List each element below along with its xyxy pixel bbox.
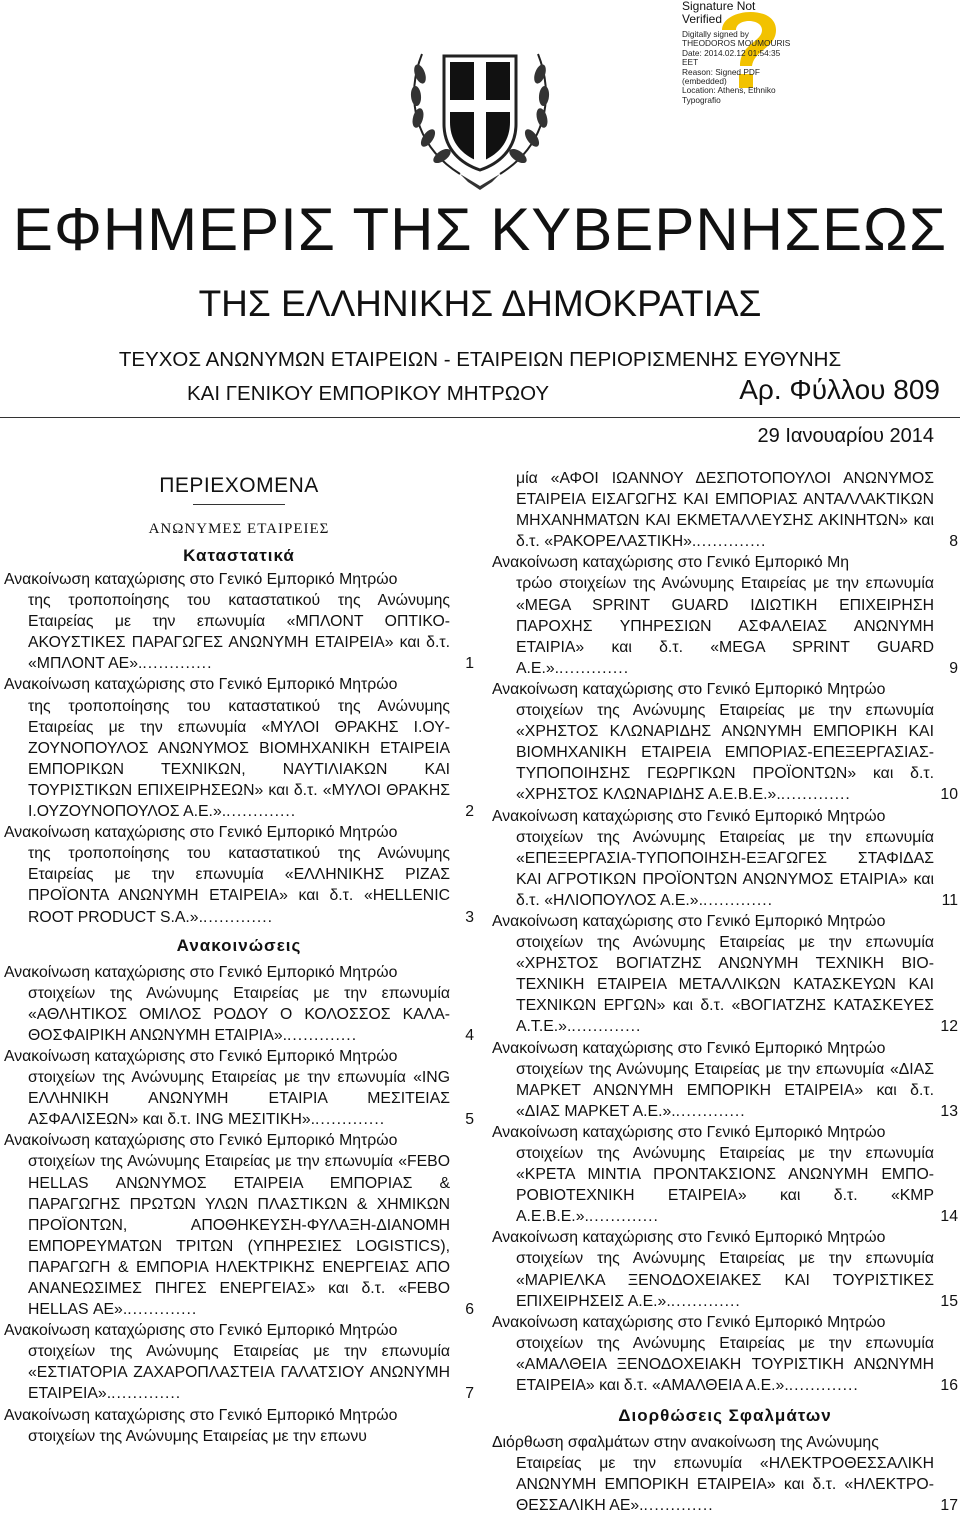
signature-details: Digitally signed by THEODOROS MOUMOURIS Date: 2014.02.12 01:54:35 EET Reason: Signed PDF (embedded) Location: Athens, Ethniko Typografio <box>682 29 791 105</box>
contents-entry <box>4 1130 474 1320</box>
contents-entry <box>4 962 474 1046</box>
leader-dots: ............. <box>202 908 274 926</box>
entry-lead-text: Ανακοίνωση καταχώρισης στο Γενικό Εμπορικό Μητρώο <box>4 1132 398 1150</box>
leader-dots: ............. <box>571 1018 642 1036</box>
entry-page-number: 12 <box>940 1018 958 1036</box>
contents-entry <box>492 1227 958 1311</box>
contents-entry <box>4 822 474 927</box>
entry-page-number: 7 <box>465 1385 474 1403</box>
entry-body-text: στοιχείων της Ανώνυμης Εταιρείας με την επωνυμία «ΜΑΡΙΕΛΚΑ ΞΕΝΟΔΟΧΕΙΑΚΕΣ ΚΑΙ ΤΟΥΡΙΣΤΙΚΕΣ ΕΠΙΧΕΙΡΗΣΕΙΣ Α.Ε.».............. <box>516 1250 934 1310</box>
entry-page-number: 14 <box>940 1208 958 1226</box>
leader-dots: ............. <box>559 659 630 677</box>
leader-dots: ............. <box>287 1026 358 1044</box>
contents-entry <box>4 1405 474 1447</box>
greek-coat-of-arms-emblem <box>400 14 560 190</box>
entry-lead-text: Ανακοίνωση καταχώρισης στο Γενικό Εμπορικό Μητρώο <box>4 824 398 842</box>
contents-left-column <box>4 472 474 1447</box>
contents-entry <box>492 468 958 552</box>
leader-dots: ............. <box>675 1102 746 1120</box>
sheet-number: Αρ. Φύλλου 809 <box>739 374 940 405</box>
entry-lead-text: Ανακοίνωση καταχώρισης στο Γενικό Εμπορικό Μητρώο <box>4 676 398 694</box>
entry-lead-text: Ανακοίνωση καταχώρισης στο Γενικό Εμπορικό Μητρώο <box>492 912 886 930</box>
entry-page-number: 4 <box>465 1026 474 1044</box>
entry-body-text: στοιχείων της Ανώνυμης Εταιρείας με την επωνυμία «ΕΣΤΙΑΤΟΡΙΑ ΖΑΧΑΡΟΠΛΑΣΤΕΙΑ ΓΑΛΑΤΣΙΟΥ ΑΝΩΝΥΜΗ ΕΤΑΙΡΕΙΑ».............. <box>28 1343 450 1403</box>
entry-lead-text: Διόρθωση σφαλμάτων στην ανακοίνωση της Ανώνυμης <box>492 1434 879 1452</box>
entry-lead-text: Ανακοίνωση καταχώρισης στο Γενικό Εμπορικό Μητρώο <box>4 1406 398 1424</box>
leader-dots: ............. <box>127 1301 198 1319</box>
leader-dots: ............. <box>703 891 774 909</box>
entry-page-number: 15 <box>940 1292 958 1310</box>
leader-dots: ............. <box>315 1111 386 1129</box>
issue-type-line1: ΤΕΥΧΟΣ ΑΝΩΝΥΜΩΝ ΕΤΑΙΡΕΙΩΝ - ΕΤΑΙΡΕΙΩΝ ΠΕΡΙΟΡΙΣΜΕΝΗΣ ΕΥΘΥΝΗΣ <box>118 348 842 371</box>
leader-dots: ............. <box>643 1497 714 1515</box>
issue-type-line2: ΚΑΙ ΓΕΝΙΚΟΥ ΕΜΠΟΡΙΚΟΥ ΜΗΤΡΩΟΥ <box>187 382 550 405</box>
contents-entry <box>4 674 474 822</box>
entry-page-number: 6 <box>465 1301 474 1319</box>
contents-entry <box>492 1122 958 1227</box>
entry-lead-text: Ανακοίνωση καταχώρισης στο Γενικό Εμπορικό Μητρώο <box>4 963 398 981</box>
leader-dots: ............. <box>788 1377 859 1395</box>
entry-page-number: 5 <box>465 1111 474 1129</box>
section-companies-heading: ΑΝΩΝΥΜΕΣ ΕΤΑΙΡΕΙΕΣ <box>148 521 330 537</box>
section-corrections-heading: Διορθώσεις Σφαλμάτων <box>618 1406 832 1426</box>
digital-signature-stamp <box>676 0 916 105</box>
contents-entry <box>492 679 958 806</box>
contents-entry <box>492 911 958 1038</box>
contents-entry <box>492 806 958 911</box>
entry-body-text: στοιχείων της Ανώνυμης Εταιρείας με την επωνυμία «ΑΘΛΗΤΙΚΟΣ ΟΜΙΛΟΣ ΡΟΔΟΥ Ο ΚΟΛΟΣΣΟΣ ΚΑΛΑΘΟΣΦΑΙΡΙΚΗ ΑΝΩΝΥΜΗ ΕΤΑΙΡΙΑ».............. <box>28 984 450 1044</box>
contents-right-column <box>492 468 958 1517</box>
entry-page-number: 11 <box>941 891 958 909</box>
contents-entry <box>492 1432 958 1516</box>
contents-entry <box>492 1038 958 1122</box>
section-announcements-heading: Ανακοινώσεις <box>176 935 302 955</box>
header-divider <box>0 417 960 418</box>
entry-lead-text: Ανακοίνωση καταχώρισης στο Γενικό Εμπορικό Μητρώο <box>4 571 398 588</box>
section-statutes-heading: Καταστατικά <box>183 546 295 565</box>
entry-lead-text: Ανακοίνωση καταχώρισης στο Γενικό Εμπορικό Μητρώο <box>4 1322 398 1340</box>
entry-body-text: στοιχείων της Ανώνυμης Εταιρείας με την επωνυ <box>28 1427 367 1445</box>
leader-dots: ............. <box>780 786 851 804</box>
leader-dots: ............. <box>111 1385 182 1403</box>
entry-body-text: της τροποποίησης του καταστατικού της Ανώνυμης Εταιρείας με την επωνυμία «ΜΥΛΟΙ ΘΡΑΚΗΣ Ι.ΟΥΖΟΥΝΟΠΟΥΛΟΣ ΑΝΩΝΥΜΟΣ ΒΙΟΜΗΧΑΝΙΚΗ ΕΤΑΙΡΕΙΑ ΕΜΠΟΡΙΚΩΝ ΤΕΧΝΙΚΩΝ, ΝΑΥΤΙΛΙΑΚΩΝ ΚΑΙ ΤΟΥΡΙΣΤΙΚΩΝ ΕΠΙΧΕΙΡΗΣΕΩΝ» και δ.τ. «ΜΥΛΟΙ ΘΡΑΚΗΣ Ι.ΟΥΖΟΥΝΟΠΟΥΛΟΣ Α.Ε.».............. <box>28 697 450 821</box>
signature-status: Signature Not Verified <box>682 0 756 26</box>
contents-entry <box>4 1046 474 1130</box>
issue-date: 29 Ιανουαρίου 2014 <box>757 425 934 447</box>
entry-body-text: της τροποποίησης του καταστατικού της Ανώνυμης Εταιρείας με την επωνυμία «ΕΛΛΗΝΙΚΗΣ ΡΙΖΑΣ ΠΡΟΪΟΝΤΑ ΑΝΩΝΥΜΗ ΕΤΑΙΡΕΙΑ» και δ.τ. «HELLENIC ROOT PRODUCT S.A.».............. <box>28 845 450 926</box>
entry-body-text: τρώο στοιχείων της Ανώνυμης Εταιρείας με την επωνυμία «MEGA SPRINT GUARD ΙΔΙΩΤΙΚΗ ΕΠΙΧΕΙΡΗΣΗ ΠΑΡΟΧΗΣ ΥΠΗΡΕΣΙΩΝ ΑΣΦΑΛΕΙΑΣ ΑΝΩΝΥΜΗ ΕΤΑΙΡΙΑ» και δ.τ. «MEGA SPRINT GUARD Α.Ε.».............. <box>516 575 934 677</box>
entry-page-number: 2 <box>465 803 474 821</box>
entry-page-number: 9 <box>949 659 958 677</box>
entry-lead-text: Ανακοίνωση καταχώρισης στο Γενικό Εμπορικό Μη <box>492 554 850 572</box>
contents-entry <box>4 569 474 674</box>
entry-page-number: 17 <box>940 1497 958 1515</box>
contents-entry <box>492 1312 958 1396</box>
leader-dots: ............. <box>142 655 213 673</box>
entry-body-text: στοιχείων της Ανώνυμης Εταιρείας με την επωνυμία «ΧΡΗΣΤΟΣ ΚΛΩΝΑΡΙΔΗΣ ΑΝΩΝΥΜΗ ΕΜΠΟΡΙΚΗ ΚΑΙ ΒΙΟΜΗΧΑΝΙΚΗ ΕΤΑΙΡΕΙΑ ΕΜΠΟΡΙΑΣ-ΕΠΕΞΕΡΓΑΣΙΑΣ-ΤΥΠΟΠΟΙΗΣΗΣ ΓΕΩΡΓΙΚΩΝ ΠΡΟΪΟΝΤΩΝ» και δ.τ. «ΧΡΗΣΤΟΣ ΚΛΩΝΑΡΙΔΗΣ Α.Ε.Β.Ε.».............. <box>516 702 934 804</box>
entry-page-number: 10 <box>940 786 958 804</box>
entry-body-text: στοιχείων της Ανώνυμης Εταιρείας με την επωνυμία «ΚΡΕΤΑ ΜΙΝΤΙΑ ΠΡΟΝΤΑΚΣΙΟΝΣ ΑΝΩΝΥΜΗ ΕΜΠΟΡΟΒΙΟΤΕΧΝΙΚΗ ΕΤΑΙΡΕΙΑ» και δ.τ. «ΚΜΡ Α.Ε.Β.Ε.».............. <box>516 1145 934 1226</box>
entry-body-text: στοιχείων της Ανώνυμης Εταιρείας με την επωνυμία «ΑΜΑΛΘΕΙΑ ΞΕΝΟΔΟΧΕΙΑΚΗ ΤΟΥΡΙΣΤΙΚΗ ΑΝΩΝΥΜΗ ΕΤΑΙΡΕΙΑ» και δ.τ. «ΑΜΑΛΘΕΙΑ Α.Ε.».............. <box>516 1334 934 1395</box>
entry-lead-text: Ανακοίνωση καταχώρισης στο Γενικό Εμπορικό Μητρώο <box>492 680 886 698</box>
entry-page-number: 3 <box>465 908 474 926</box>
entry-body-text: μία «ΑΦΟΙ ΙΩΑΝΝΟΥ ΔΕΣΠΟΤΟΠΟΥΛΟΙ ΑΝΩΝΥΜΟΣ ΕΤΑΙΡΕΙΑ ΕΙΣΑΓΩΓΗΣ ΚΑΙ ΕΜΠΟΡΙΑΣ ΑΝΤΑΛΛΑΚΤΙΚΩΝ ΜΗΧΑΝΗΜΑΤΩΝ ΚΑΙ ΕΚΜΕΤΑΛΛΕΥΣΗΣ ΑΚΙΝΗΤΩΝ» και δ.τ. «ΡΑΚΟΡΕΛΑΣΤΙΚΗ».............. <box>516 470 934 551</box>
leader-dots: ............. <box>696 533 767 551</box>
entry-lead-text: Ανακοίνωση καταχώρισης στο Γενικό Εμπορικό Μητρώο <box>492 1039 886 1057</box>
contents-heading: ΠΕΡΙΕΧΟΜΕΝΑ <box>4 472 474 505</box>
gazette-subtitle: ΤΗΣ ΕΛΛΗΝΙΚΗΣ ΔΗΜΟΚΡΑΤΙΑΣ <box>198 283 762 324</box>
contents-entry <box>492 552 958 679</box>
entry-body-text: Εταιρείας με την επωνυμία «ΗΛΕΚΤΡΟΘΕΣΣΑΛΙΚΗ ΑΝΩΝΥΜΗ ΕΜΠΟΡΙΚΗ ΕΤΑΙΡΕΙΑ» και δ.τ. «ΗΛΕΚΤΡΟΘΕΣΣΑΛΙΚΗ ΑΕ».............. <box>516 1455 934 1515</box>
contents-entry <box>4 1320 474 1404</box>
entry-lead-text: Ανακοίνωση καταχώρισης στο Γενικό Εμπορικό Μητρώο <box>492 1123 886 1141</box>
entry-page-number: 8 <box>949 533 958 551</box>
entry-body-text: της τροποποίησης του καταστατικού της Ανώνυμης Εταιρείας με την επωνυμία «ΜΠΛΟΝΤ ΟΠΤΙΚΟΑΚΟΥΣΤΙΚΕΣ ΠΑΡΑΓΩΓΕΣ ΑΝΩΝΥΜΗ ΕΤΑΙΡΕΙΑ» και δ.τ. «ΜΠΛΟΝΤ ΑΕ».............. <box>28 592 450 673</box>
gazette-title: ΕΦΗΜΕΡΙΣ ΤΗΣ ΚΥΒΕΡΝΗΣΕΩΣ <box>12 196 948 263</box>
entry-body-text: στοιχείων της Ανώνυμης Εταιρείας με την επωνυμία «FEBO HELLAS ΑΝΩΝΥΜΟΣ ΕΤΑΙΡΕΙΑ ΕΜΠΟΡΙΑΣ & ΠΑΡΑΓΩΓΗΣ ΠΡΩΤΩΝ ΥΛΩΝ ΠΛΑΣΤΙΚΩΝ & ΧΗΜΙΚΩΝ ΠΡΟΪΟΝΤΩΝ, ΑΠΟΘΗΚΕΥΣΗ-ΦΥΛΑΞΗ-ΔΙΑΝΟΜΗ ΕΜΠΟΡΕΥΜΑΤΩΝ ΤΡΙΤΩΝ (ΥΠΗΡΕΣΙΕΣ LOGISTICS), ΠΑΡΑΓΩΓΗ & ΕΜΠΟΡΙΑ ΗΛΕΚΤΡΙΚΗΣ ΕΝΕΡΓΕΙΑΣ ΑΠΟ ΑΝΑΝΕΩΣΙΜΕΣ ΠΗΓΕΣ ΕΝΕΡΓΕΙΑΣ» και δ.τ. «FEBO HELLAS ΑΕ».............. <box>28 1153 450 1319</box>
entry-body-text: στοιχείων της Ανώνυμης Εταιρείας με την επωνυμία «ING ΕΛΛΗΝΙΚΗ ΑΝΩΝΥΜΗ ΕΤΑΙΡΙΑ ΜΕΣΙΤΕΙΑΣ ΑΣΦΑΛΙΣΕΩΝ» και δ.τ. ING ΜΕΣΙΤΙΚΗ».............. <box>28 1069 450 1129</box>
entry-lead-text: Ανακοίνωση καταχώρισης στο Γενικό Εμπορικό Μητρώο <box>492 1229 886 1247</box>
entry-page-number: 16 <box>940 1377 958 1395</box>
entry-body-text: στοιχείων της Ανώνυμης Εταιρείας με την επωνυμία «ΔΙΑΣ ΜΑΡΚΕΤ ΑΝΩΝΥΜΗ ΕΜΠΟΡΙΚΗ ΕΤΑΙΡΕΙΑ» και δ.τ. «ΔΙΑΣ ΜΑΡΚΕΤ Α.Ε.».............. <box>516 1060 934 1120</box>
entry-lead-text: Ανακοίνωση καταχώρισης στο Γενικό Εμπορικό Μητρώο <box>492 807 886 825</box>
leader-dots: ............. <box>226 803 297 821</box>
entry-body-text: στοιχείων της Ανώνυμης Εταιρείας με την επωνυμία «ΧΡΗΣΤΟΣ ΒΟΓΙΑΤΖΗΣ ΑΝΩΝΥΜΗ ΤΕΧΝΙΚΗ ΒΙΟΤΕΧΝΙΚΗ ΕΤΑΙΡΕΙΑ ΜΕΤΑΛΛΙΚΩΝ ΚΑΤΑΣΚΕΥΩΝ ΚΑΙ ΤΕΧΝΙΚΩΝ ΕΡΓΩΝ» και δ.τ. «ΒΟΓΙΑΤΖΗΣ ΚΑΤΑΣΚΕΥΕΣ Α.Τ.Ε.».............. <box>516 934 934 1036</box>
leader-dots: ............. <box>588 1208 659 1226</box>
entry-body-text: στοιχείων της Ανώνυμης Εταιρείας με την επωνυμία «ΕΠΕΞΕΡΓΑΣΙΑ-ΤΥΠΟΠΟΙΗΣΗ-ΕΞΑΓΩΓΕΣ ΣΤΑΦΙΔΑΣ ΚΑΙ ΑΓΡΟΤΙΚΩΝ ΠΡΟΪΟΝΤΩΝ ΑΝΩΝΥΜΟΣ ΕΤΑΙΡΙΑ» και δ.τ. «ΗΛΙΟΠΟΥΛΟΣ Α.Ε.».............. <box>516 828 934 909</box>
entry-page-number: 1 <box>465 655 474 673</box>
entry-page-number: 13 <box>940 1102 958 1120</box>
entry-lead-text: Ανακοίνωση καταχώρισης στο Γενικό Εμπορικό Μητρώο <box>4 1047 398 1065</box>
entry-lead-text: Ανακοίνωση καταχώρισης στο Γενικό Εμπορικό Μητρώο <box>492 1313 886 1331</box>
leader-dots: ............. <box>670 1292 741 1310</box>
